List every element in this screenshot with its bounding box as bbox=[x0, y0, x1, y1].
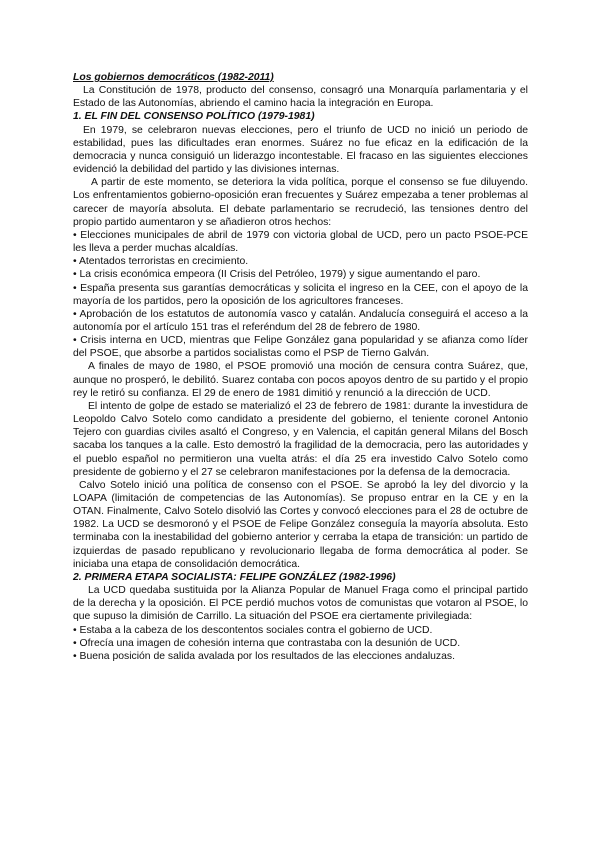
bullet-item: • Estaba a la cabeza de los descontentos sociales contra el gobierno de UCD. bbox=[73, 624, 433, 636]
bullet-item: • Aprobación de los estatutos de autonomía vasco y catalán. Andalucía conseguirá el acceso a la autonomía por el artículo 151 tras el referéndum del 28 de febrero de 1980. bbox=[73, 308, 528, 333]
bullet-item: • Crisis interna en UCD, mientras que Felipe González gana popularidad y se afianza como líder del PSOE, que absorbe a partidos socialistas como el PSP de Tierno Galván. bbox=[73, 335, 528, 360]
section-2-heading: 2. PRIMERA ETAPA SOCIALISTA: FELIPE GONZÁLEZ (1982-1996) bbox=[73, 571, 396, 583]
document-title: Los gobiernos democráticos (1982-2011) bbox=[73, 72, 274, 83]
section-1-paragraph-3: A finales de mayo de 1980, el PSOE promovió una moción de censura contra Suárez, que, aunque no prosperó, le debilitó. Suarez contaba con pocos apoyos dentro de su partido y el propio rey le retiró su confianza. El 29 de enero de 1981 dimitió y renunció a la dirección de UCD. bbox=[73, 361, 528, 399]
bullet-item: • La crisis económica empeora (II Crisis del Petróleo, 1979) y sigue aumentando el paro. bbox=[73, 269, 481, 281]
section-1-paragraph-1: En 1979, se celebraron nuevas elecciones, pero el triunfo de UCD no inició un periodo de estabilidad, pues las dificultades eran enormes. Suárez no fue eficaz en la edificación de la democracia y nunca consiguió un liderazgo incontestable. El fracaso en las siguientes elecciones evidenció la debilidad del partido y las divisiones internas. bbox=[73, 124, 528, 176]
bullet-item: • Atentados terroristas en crecimiento. bbox=[73, 256, 249, 268]
document-page bbox=[73, 71, 528, 663]
section-1-paragraph-5: Calvo Sotelo inició una política de consenso con el PSOE. Se aprobó la ley del divorcio y la LOAPA (limitación de competencias de las Autonomías). Se propuso entrar en la CE y en la OTAN. Finalmente, Calvo Sotelo disolvió las Cortes y convocó elecciones para el 28 de octubre de 1982. La UCD se desmoronó y el PSOE de Felipe González conseguía la mayoría absoluta. Esto terminaba con la inestabilidad del gobierno anterior y cerraba la etapa de transición: un partido de izquierdas de pasado republicano y revolucionario llegaba de forma democrática al poder. Se iniciaba una etapa de consolidación democrática. bbox=[73, 479, 528, 570]
bullet-item: • Ofrecía una imagen de cohesión interna que contrastaba con la desunión de UCD. bbox=[73, 637, 461, 649]
intro-paragraph: La Constitución de 1978, producto del consenso, consagró una Monarquía parlamentaria y el Estado de las Autonomías, abriendo el camino hacia la integración en Europa. bbox=[73, 85, 528, 110]
section-1-heading: 1. EL FIN DEL CONSENSO POLÍTICO (1979-1981) bbox=[73, 111, 315, 123]
bullet-item: • Elecciones municipales de abril de 1979 con victoria global de UCD, pero un pacto PSOE-PCE les lleva a perder muchas alcaldías. bbox=[73, 229, 528, 255]
section-1-paragraph-4: El intento de golpe de estado se materializó el 23 de febrero de 1981: durante la investidura de Leopoldo Calvo Sotelo como candidato a presidente del gobierno, el teniente coronel Antonio Tejero con guardias civiles asaltó el Congreso, y en Valencia, el capitán general Milans del Bosch sacaba los tanques a la calle. Esto demostró la fragilidad de la democracia, pero las autoridades y el pueblo español no permitieron una vuelta atrás: el día 25 era investido Calvo Sotelo como presidente de gobierno y el 27 se celebraron manifestaciones por la defensa de la democracia. bbox=[73, 400, 528, 478]
bullet-item: • España presenta sus garantías democráticas y solicita el ingreso en la CEE, con el apoyo de la mayoría de los partidos, pero la oposición de los agricultores franceses. bbox=[73, 282, 528, 307]
section-1-paragraph-2: A partir de este momento, se deteriora la vida política, porque el consenso se fue diluyendo. Los enfrentamientos gobierno-oposición eran frecuentes y Suárez empezaba a tener problemas al carecer de mayoría absoluta. El debate parlamentario se recrudeció, las tensiones dentro del propio partido aumentaron y se añadieron otros hechos: bbox=[73, 177, 528, 228]
bullet-item: • Buena posición de salida avalada por los resultados de las elecciones andaluzas. bbox=[73, 650, 455, 662]
section-2-paragraph-1: La UCD quedaba sustituida por la Alianza Popular de Manuel Fraga como el principal partido de la derecha y la oposición. El PCE perdió muchos votos de comunistas que votaron al PSOE, lo que supuso la dimisión de Carrillo. La situación del PSOE era ciertamente privilegiada: bbox=[73, 585, 528, 623]
